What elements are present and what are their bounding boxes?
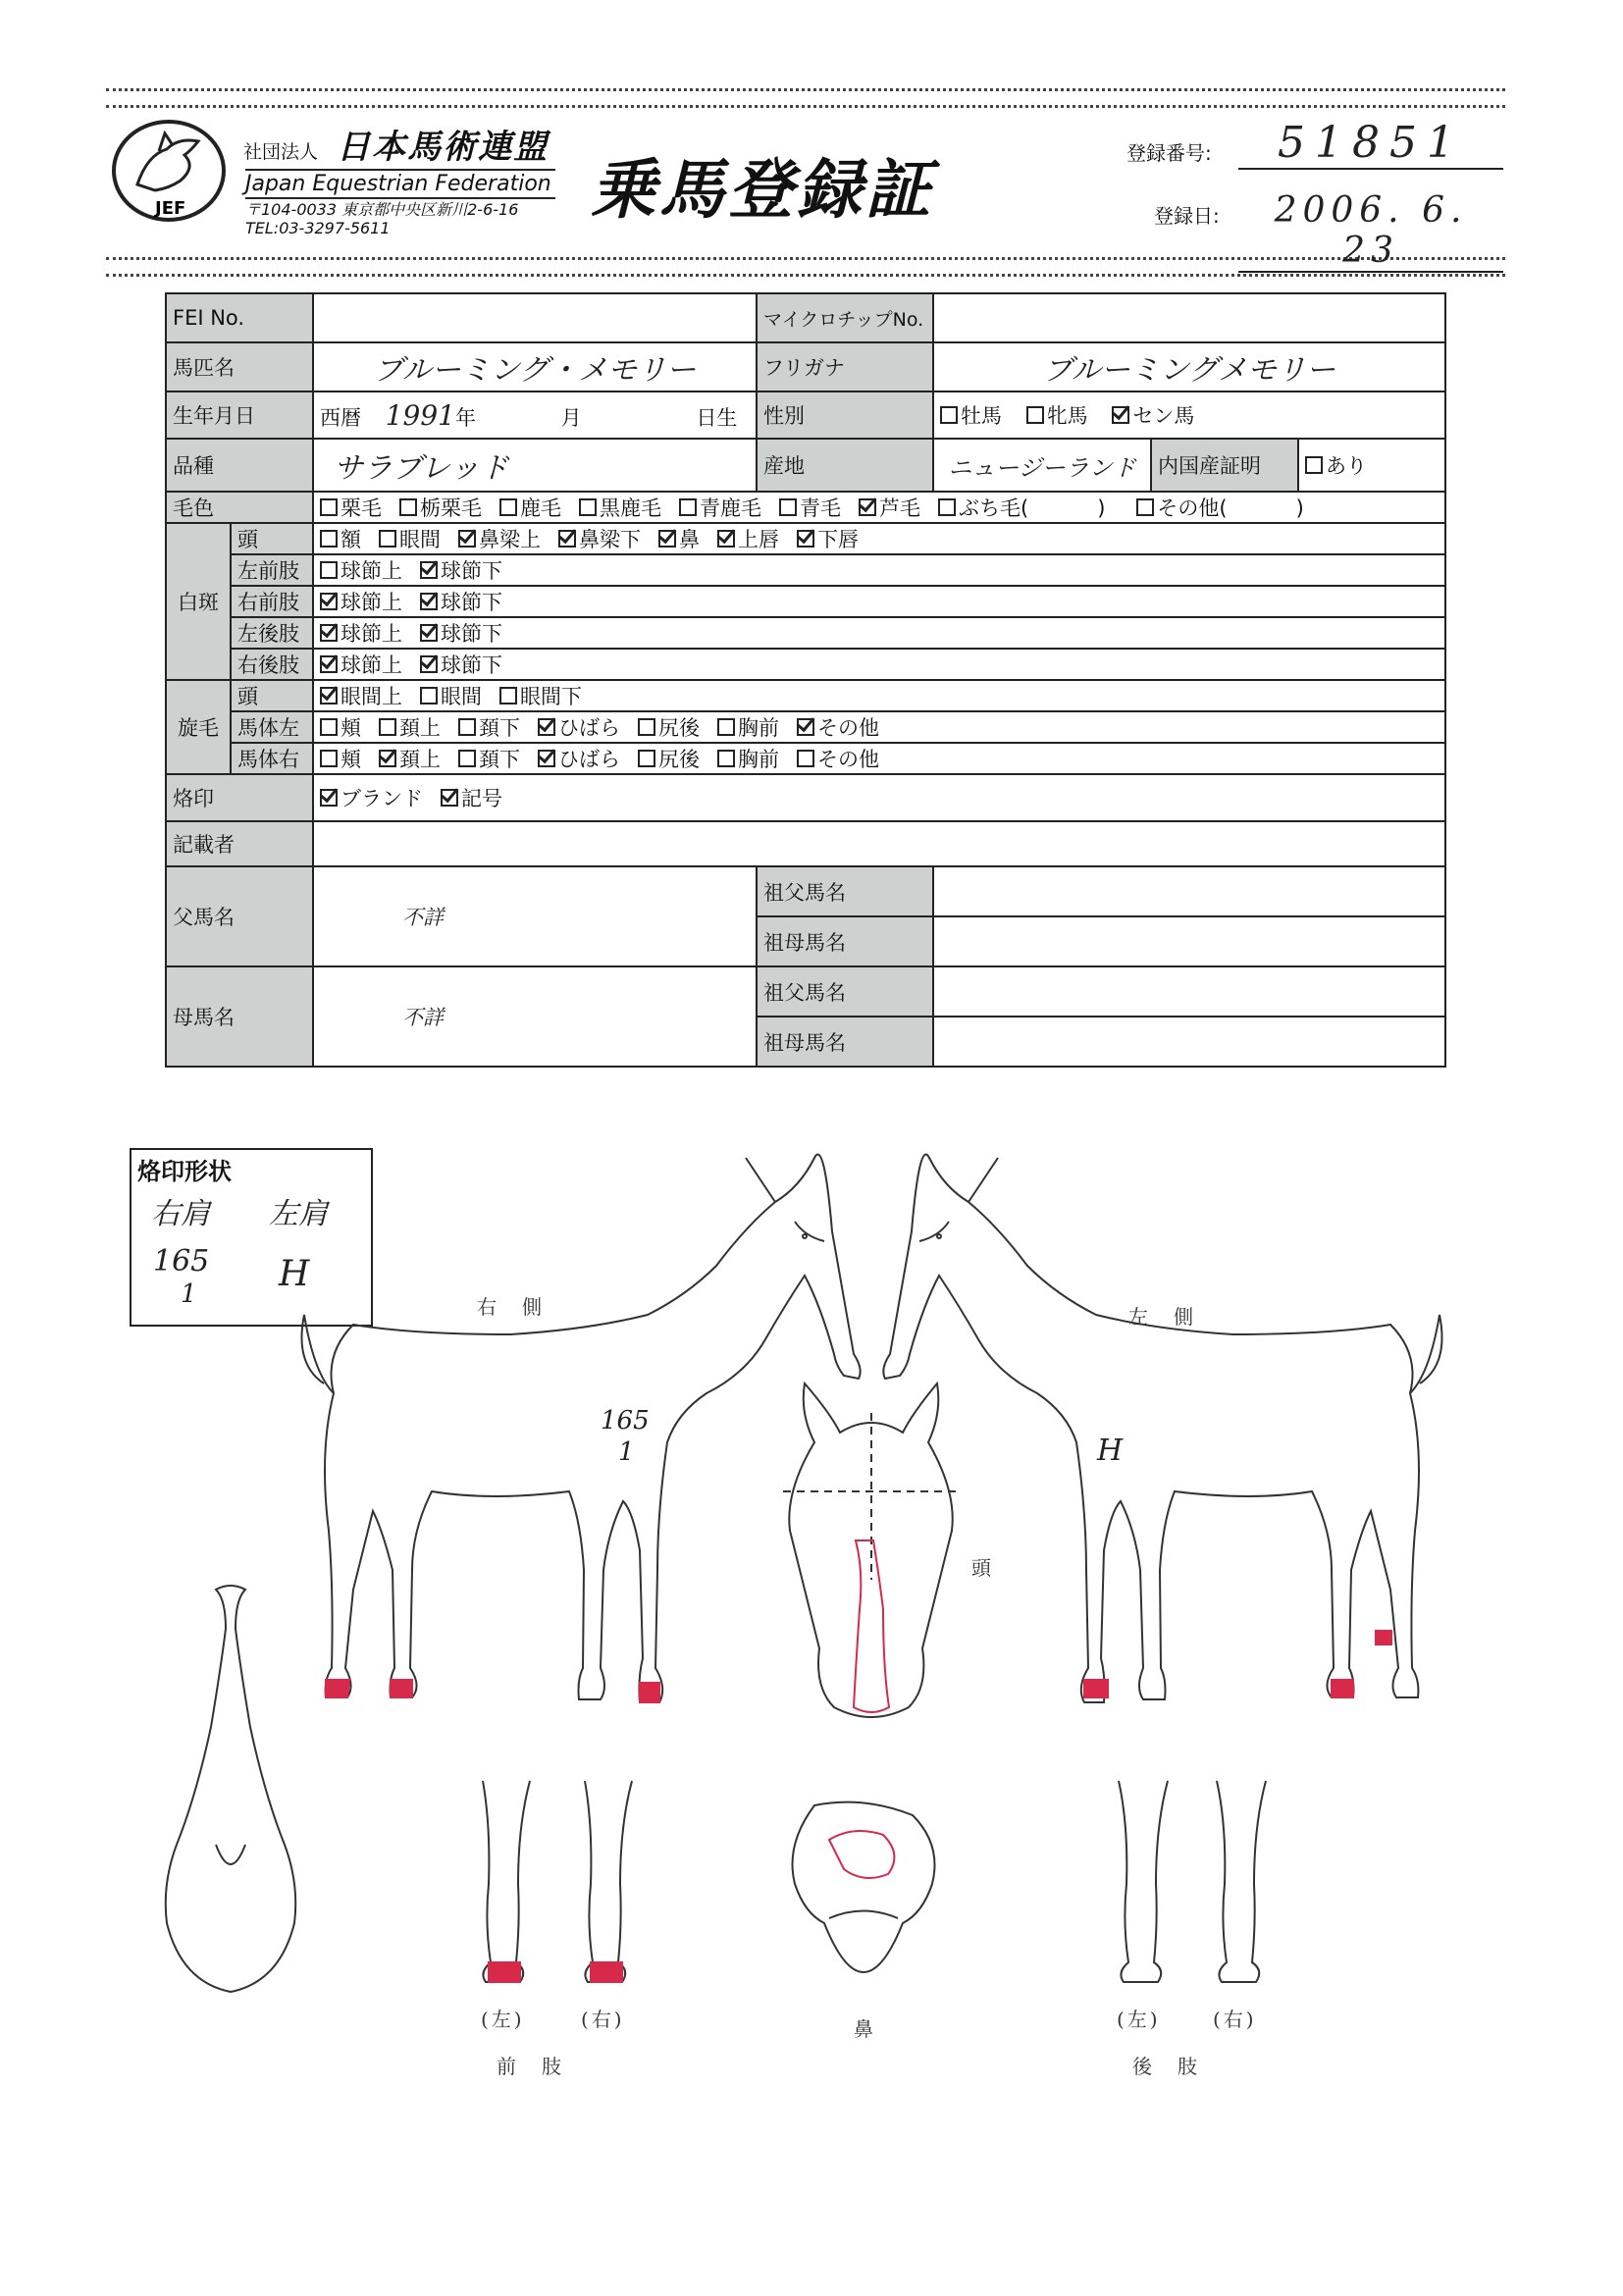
- marking-fore-left-pastern: [489, 1962, 520, 1982]
- dam-label: 母馬名: [166, 966, 313, 1067]
- checkbox-label: 尻後: [658, 748, 700, 771]
- marking-left-side-hock: [1376, 1631, 1391, 1644]
- checkbox-label: 黒鹿毛: [600, 496, 661, 520]
- origin-field[interactable]: ニュージーランド: [933, 439, 1151, 492]
- birth-label: 生年月日: [166, 391, 313, 439]
- sire-label: 父馬名: [166, 866, 313, 966]
- neck-top-drawing: [166, 1586, 296, 1992]
- org-name-ja: 日本馬術連盟: [337, 128, 550, 167]
- org-address: 〒104-0033 東京都中央区新川2-6-16: [245, 200, 519, 219]
- marking-fore-right-pastern: [591, 1962, 622, 1982]
- white-part-label: 右前肢: [231, 586, 313, 617]
- checkbox-label: 上唇: [738, 528, 779, 551]
- reg-no-value: 51851: [1238, 118, 1503, 170]
- checkbox-label: その他: [817, 748, 879, 771]
- white-part-label: 右後肢: [231, 649, 313, 680]
- hind-right-label: (右): [1213, 2008, 1257, 2031]
- side-brand-mark-right-2: 1: [618, 1437, 635, 1467]
- checkbox-label: 青鹿毛: [700, 496, 761, 520]
- whorl-part-label: 馬体左: [231, 711, 313, 743]
- marking-left-hind-hoof: [1084, 1680, 1108, 1697]
- white-part-label: 頭: [231, 523, 313, 554]
- horse-right-side-drawing: [302, 1155, 861, 1702]
- grandsire-label: 祖父馬名: [757, 966, 933, 1017]
- checkbox-label: ひばら: [558, 716, 620, 740]
- checkbox-label: 胸前: [738, 748, 779, 771]
- paren-close: ): [1097, 496, 1106, 520]
- svg-text:JEF: JEF: [155, 198, 186, 219]
- checkbox-label: 眼間下: [520, 685, 582, 708]
- fei-label: FEI No.: [166, 293, 313, 342]
- breed-field[interactable]: サラブレッド: [313, 439, 757, 492]
- checkbox-label: 鼻梁上: [479, 528, 541, 551]
- reg-no-label: 登録番号:: [1126, 141, 1212, 165]
- brand-shape-title: 烙印形状: [137, 1158, 232, 1185]
- side-brand-mark-right: 165: [601, 1406, 650, 1435]
- furigana-field[interactable]: ブルーミングメモリー: [933, 342, 1445, 391]
- birth-era: 西暦: [320, 405, 361, 430]
- checkbox-label: 鼻梁下: [579, 528, 641, 551]
- birth-day-unit: 日生: [696, 405, 738, 430]
- dam-field[interactable]: 不詳: [313, 966, 757, 1067]
- checkbox-label: 頬: [340, 748, 361, 771]
- marking-right-hind-hoof: [326, 1680, 349, 1697]
- whorl-part-label: 頭: [231, 680, 313, 711]
- sire-field[interactable]: 不詳: [313, 866, 757, 966]
- checkbox-label: 尻後: [658, 716, 700, 740]
- side-brand-mark-left: H: [1097, 1434, 1124, 1468]
- checkbox-label: 頚上: [399, 748, 441, 771]
- checkbox-label: 眼間: [441, 685, 482, 708]
- nose-label: 鼻: [854, 2017, 876, 2041]
- checkbox-label: 胸前: [738, 716, 779, 740]
- domestic-cert-option-label: あり: [1326, 454, 1367, 478]
- checkbox-label: 鼻: [679, 528, 700, 551]
- fore-left-label: (左): [481, 2008, 525, 2031]
- left-brand-mark: H: [279, 1254, 310, 1294]
- checkbox-label: 眼間: [399, 528, 441, 551]
- origin-label: 産地: [757, 439, 933, 492]
- org-tel: TEL:03-3297-5611: [245, 219, 391, 237]
- recorder-label: 記載者: [166, 821, 313, 866]
- granddam-label: 祖母馬名: [757, 1017, 933, 1067]
- document-title: 乗馬登録証: [591, 152, 934, 228]
- fore-legs-drawing: [483, 1781, 632, 1982]
- granddam-label: 祖母馬名: [757, 916, 933, 966]
- checkbox-label: その他(: [1157, 496, 1228, 520]
- checkbox-label: 記号: [461, 787, 502, 810]
- sex-option-label: 牡馬: [961, 404, 1002, 428]
- paren-close: ): [1295, 496, 1304, 520]
- right-shoulder-label: 右肩: [151, 1197, 210, 1231]
- breed-label: 品種: [166, 439, 313, 492]
- checkbox-label: 球節上: [340, 591, 402, 614]
- domestic-cert-label: 内国産証明: [1151, 439, 1298, 492]
- marking-left-fore-hoof: [640, 1683, 659, 1702]
- fore-right-label: (右): [581, 2008, 625, 2031]
- checkbox-label: 下唇: [817, 528, 859, 551]
- coat-label: 毛色: [166, 492, 313, 523]
- checkbox-label: 頬: [340, 716, 361, 740]
- chip-label: マイクロチップNo.: [757, 293, 933, 342]
- checkbox-label: その他: [817, 716, 879, 740]
- name-field[interactable]: ブルーミング・メモリー: [313, 342, 757, 391]
- checkbox-label: 頚下: [479, 748, 520, 771]
- fore-legs-label: 前 肢: [497, 2055, 564, 2078]
- birth-year: 1991: [385, 398, 455, 432]
- white-markings-label: 白斑: [166, 523, 231, 680]
- checkbox-label: 球節上: [340, 622, 402, 646]
- nose-drawing: [793, 1802, 935, 1972]
- reg-date-label: 登録日:: [1154, 204, 1220, 228]
- sex-option-label: セン馬: [1132, 404, 1195, 428]
- sex-option-label: 牝馬: [1046, 404, 1088, 428]
- grandsire-label: 祖父馬名: [757, 866, 933, 916]
- birth-year-unit: 年: [454, 405, 476, 430]
- checkbox-label: ブランド: [340, 787, 423, 810]
- white-part-label: 左後肢: [231, 617, 313, 649]
- hind-legs-label: 後 肢: [1132, 2055, 1200, 2078]
- checkbox-label: 球節上: [340, 653, 402, 677]
- whorl-part-label: 馬体右: [231, 743, 313, 774]
- whorls-label: 旋毛: [166, 680, 231, 774]
- checkbox-label: 栗毛: [340, 496, 382, 520]
- name-label: 馬匹名: [166, 342, 313, 391]
- checkbox-label: 球節下: [441, 622, 502, 646]
- marking-right-fore-hoof: [391, 1680, 412, 1697]
- head-front-drawing: [783, 1383, 960, 1717]
- white-part-label: 左前肢: [231, 554, 313, 586]
- marking-left-side-hoof: [1332, 1680, 1353, 1697]
- birth-month-unit: 月: [560, 405, 582, 430]
- checkbox-label: ひばら: [558, 748, 620, 771]
- checkbox-label: 眼間上: [340, 685, 402, 708]
- hind-left-label: (左): [1117, 2008, 1161, 2031]
- checkbox-label: 額: [340, 528, 361, 551]
- checkbox-label: ぶち毛(: [959, 496, 1029, 520]
- sex-label: 性別: [757, 391, 933, 439]
- checkbox-label: 鹿毛: [520, 496, 561, 520]
- checkbox-label: 頚上: [399, 716, 441, 740]
- right-side-label: 右 側: [477, 1295, 545, 1319]
- checkbox-label: 球節下: [441, 591, 502, 614]
- checkbox-label: 青毛: [800, 496, 841, 520]
- org-prefix: 社団法人: [243, 141, 319, 163]
- horse-left-side-drawing: [883, 1155, 1441, 1702]
- left-side-label: 左 側: [1128, 1305, 1196, 1329]
- checkbox-label: 球節下: [441, 559, 502, 583]
- checkbox-label: 球節下: [441, 653, 502, 677]
- head-label: 頭: [971, 1556, 994, 1580]
- right-brand-mark-line2: 1: [181, 1279, 197, 1309]
- left-shoulder-label: 左肩: [269, 1197, 328, 1231]
- checkbox-label: 球節上: [340, 559, 402, 583]
- checkbox-label: 頚下: [479, 716, 520, 740]
- hind-legs-drawing: [1119, 1781, 1266, 1982]
- right-brand-mark: 165: [153, 1244, 210, 1278]
- furigana-label: フリガナ: [757, 342, 933, 391]
- brand-label: 烙印: [166, 774, 313, 821]
- reg-date-value: 2006. 6. 23: [1238, 190, 1503, 273]
- checkbox-label: 芦毛: [879, 496, 920, 520]
- org-name-en: Japan Equestrian Federation: [245, 169, 555, 199]
- checkbox-label: 栃栗毛: [420, 496, 482, 520]
